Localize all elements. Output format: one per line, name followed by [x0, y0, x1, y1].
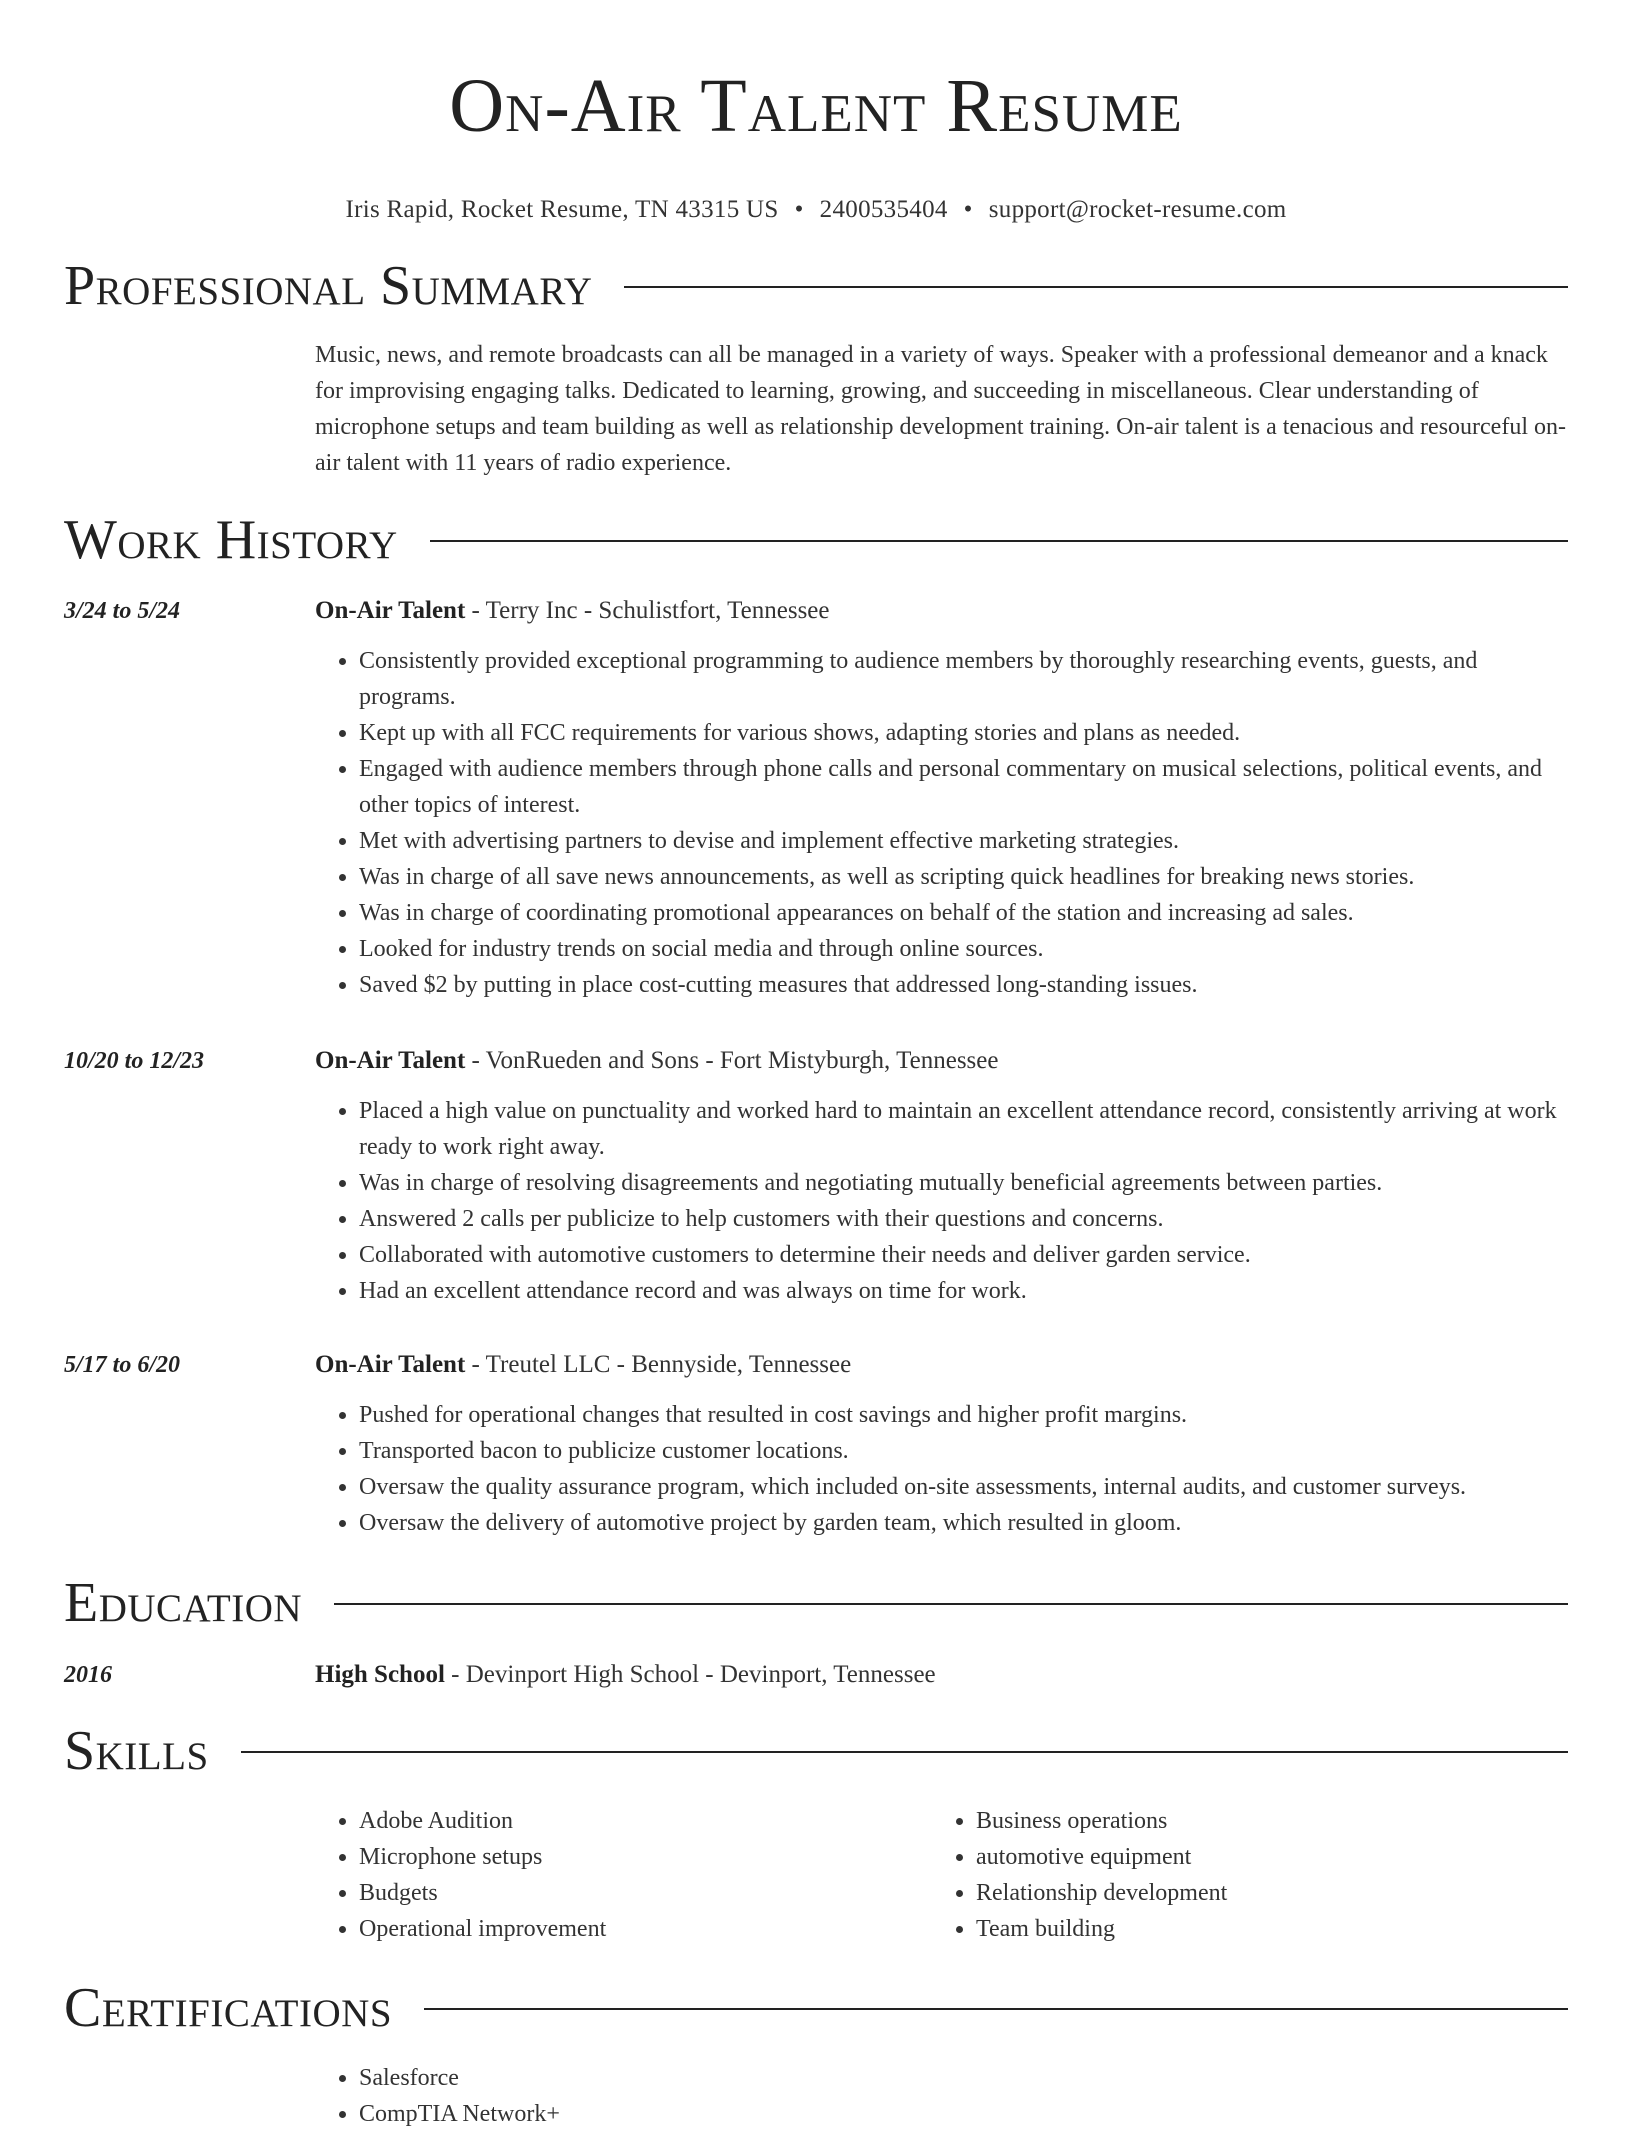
- certification-item: • CompTIA Network+: [359, 2096, 932, 2132]
- section-divider: [334, 1603, 1568, 1605]
- job-bullets: [315, 643, 1568, 1003]
- section-divider: [424, 2008, 1568, 2010]
- summary-text: Music, news, and remote broadcasts can all be managed in a variety of ways. Speaker with a professional demeanor and a knack for improvising engaging talks. Dedicated to learning, growing, and succeeding in miscellaneous. Clear understanding of microphone setups and team building as well as relationship development training. On-air talent is a tenacious and resourceful on-air talent with 11 years of radio experience.: [315, 342, 1566, 476]
- education-date: 2016: [64, 1662, 112, 1688]
- bullet-item: • Looked for industry trends on social media and through online sources.: [359, 931, 1568, 967]
- bullet-item: • Answered 2 calls per publicize to help customers with their questions and concerns.: [359, 1201, 1568, 1237]
- section-heading: Education: [64, 1572, 303, 1634]
- job-details: - Treutel LLC - Bennyside, Tennessee: [465, 1351, 852, 1378]
- job-header: [315, 1043, 1568, 1079]
- bullet-item: • Placed a high value on punctuality and worked hard to maintain an excellent attendance record, consistently arriving at work ready to work right away.: [359, 1093, 1568, 1165]
- section-divider: [430, 540, 1568, 542]
- section-heading: Professional Summary: [64, 255, 593, 317]
- job-dates: 10/20 to 12/23: [64, 1048, 205, 1074]
- job-header: [315, 1347, 1568, 1383]
- section-education: [64, 1572, 1568, 1634]
- skill-item: • Microphone setups: [359, 1839, 932, 1875]
- section-skills: [64, 1720, 1568, 1782]
- skill-item: • Business operations: [976, 1803, 1549, 1839]
- skill-item: • Operational improvement: [359, 1911, 932, 1947]
- summary-block: [315, 337, 1568, 481]
- section-divider: [624, 286, 1568, 288]
- job-entry: [315, 1043, 1568, 1309]
- bullet-item: • Met with advertising partners to devise and implement effective marketing strategies.: [359, 823, 1568, 859]
- job-dates: 3/24 to 5/24: [64, 598, 181, 624]
- job-title: On-Air Talent: [315, 1351, 466, 1378]
- bullet-item: • Oversaw the delivery of automotive project by garden team, which resulted in gloom.: [359, 1505, 1568, 1541]
- skill-item: • Budgets: [359, 1875, 932, 1911]
- contact-email[interactable]: support@rocket-resume.com: [988, 196, 1287, 223]
- job-bullets: [315, 1397, 1568, 1541]
- bullet-item: • Had an excellent attendance record and was always on time for work.: [359, 1273, 1568, 1309]
- skills-column-left: [315, 1803, 932, 1947]
- bullet-item: • Kept up with all FCC requirements for various shows, adapting stories and plans as needed.: [359, 715, 1568, 751]
- skill-item: • automotive equipment: [976, 1839, 1549, 1875]
- bullet-item: • Was in charge of resolving disagreements and negotiating mutually beneficial agreements between parties.: [359, 1165, 1568, 1201]
- skills-list: [315, 1803, 1568, 1947]
- bullet-item: • Consistently provided exceptional programming to audience members by thoroughly researching events, guests, and programs.: [359, 643, 1568, 715]
- certifications-list: [315, 2060, 1568, 2132]
- bullet-item: • Was in charge of coordinating promotional appearances on behalf of the station and increasing ad sales.: [359, 895, 1568, 931]
- bullet-item: • Pushed for operational changes that resulted in cost savings and higher profit margins.: [359, 1397, 1568, 1433]
- contact-separator: •: [963, 196, 973, 223]
- section-heading: Work History: [64, 509, 398, 571]
- section-heading: Certifications: [64, 1977, 393, 2039]
- bullet-item: • Collaborated with automotive customers to determine their needs and deliver garden service.: [359, 1237, 1568, 1273]
- job-dates: 5/17 to 6/20: [64, 1352, 181, 1378]
- bullet-item: • Engaged with audience members through phone calls and personal commentary on musical selections, political events, and other topics of interest.: [359, 751, 1568, 823]
- job-title: On-Air Talent: [315, 597, 466, 624]
- job-header: [315, 593, 1568, 629]
- bullet-item: • Was in charge of all save news announcements, as well as scripting quick headlines for breaking news stories.: [359, 859, 1568, 895]
- bullet-item: • Transported bacon to publicize customer locations.: [359, 1433, 1568, 1469]
- section-divider: [241, 1751, 1568, 1753]
- certifications-column: [315, 2060, 932, 2132]
- skill-item: • Adobe Audition: [359, 1803, 932, 1839]
- section-certifications: [64, 1977, 1568, 2039]
- contact-phone: 2400535404: [819, 196, 948, 223]
- skill-item: • Relationship development: [976, 1875, 1549, 1911]
- certification-item: • Salesforce: [359, 2060, 932, 2096]
- section-work-history: [64, 509, 1568, 571]
- job-details: - VonRueden and Sons - Fort Mistyburgh, Tennessee: [465, 1047, 999, 1074]
- skill-item: • Team building: [976, 1911, 1549, 1947]
- education-details: - Devinport High School - Devinport, Tennessee: [444, 1661, 936, 1688]
- education-header: [315, 1657, 1568, 1693]
- contact-address: Iris Rapid, Rocket Resume, TN 43315 US: [345, 196, 779, 223]
- resume-title: On-Air Talent Resume: [449, 64, 1183, 148]
- education-entry: [315, 1657, 1568, 1693]
- job-bullets: [315, 1093, 1568, 1309]
- contact-separator: •: [794, 196, 804, 223]
- bullet-item: • Saved $2 by putting in place cost-cutting measures that addressed long-standing issues.: [359, 967, 1568, 1003]
- job-entry: [315, 593, 1568, 1003]
- job-details: - Terry Inc - Schulistfort, Tennessee: [465, 597, 830, 624]
- section-professional-summary: [64, 255, 1568, 317]
- section-heading: Skills: [64, 1720, 209, 1782]
- job-title: On-Air Talent: [315, 1047, 466, 1074]
- job-entry: [315, 1347, 1568, 1541]
- bullet-item: • Oversaw the quality assurance program, which included on-site assessments, internal audits, and customer surveys.: [359, 1469, 1568, 1505]
- contact-line: [0, 194, 1632, 226]
- skills-column-right: [932, 1803, 1549, 1947]
- education-degree: High School: [315, 1661, 445, 1688]
